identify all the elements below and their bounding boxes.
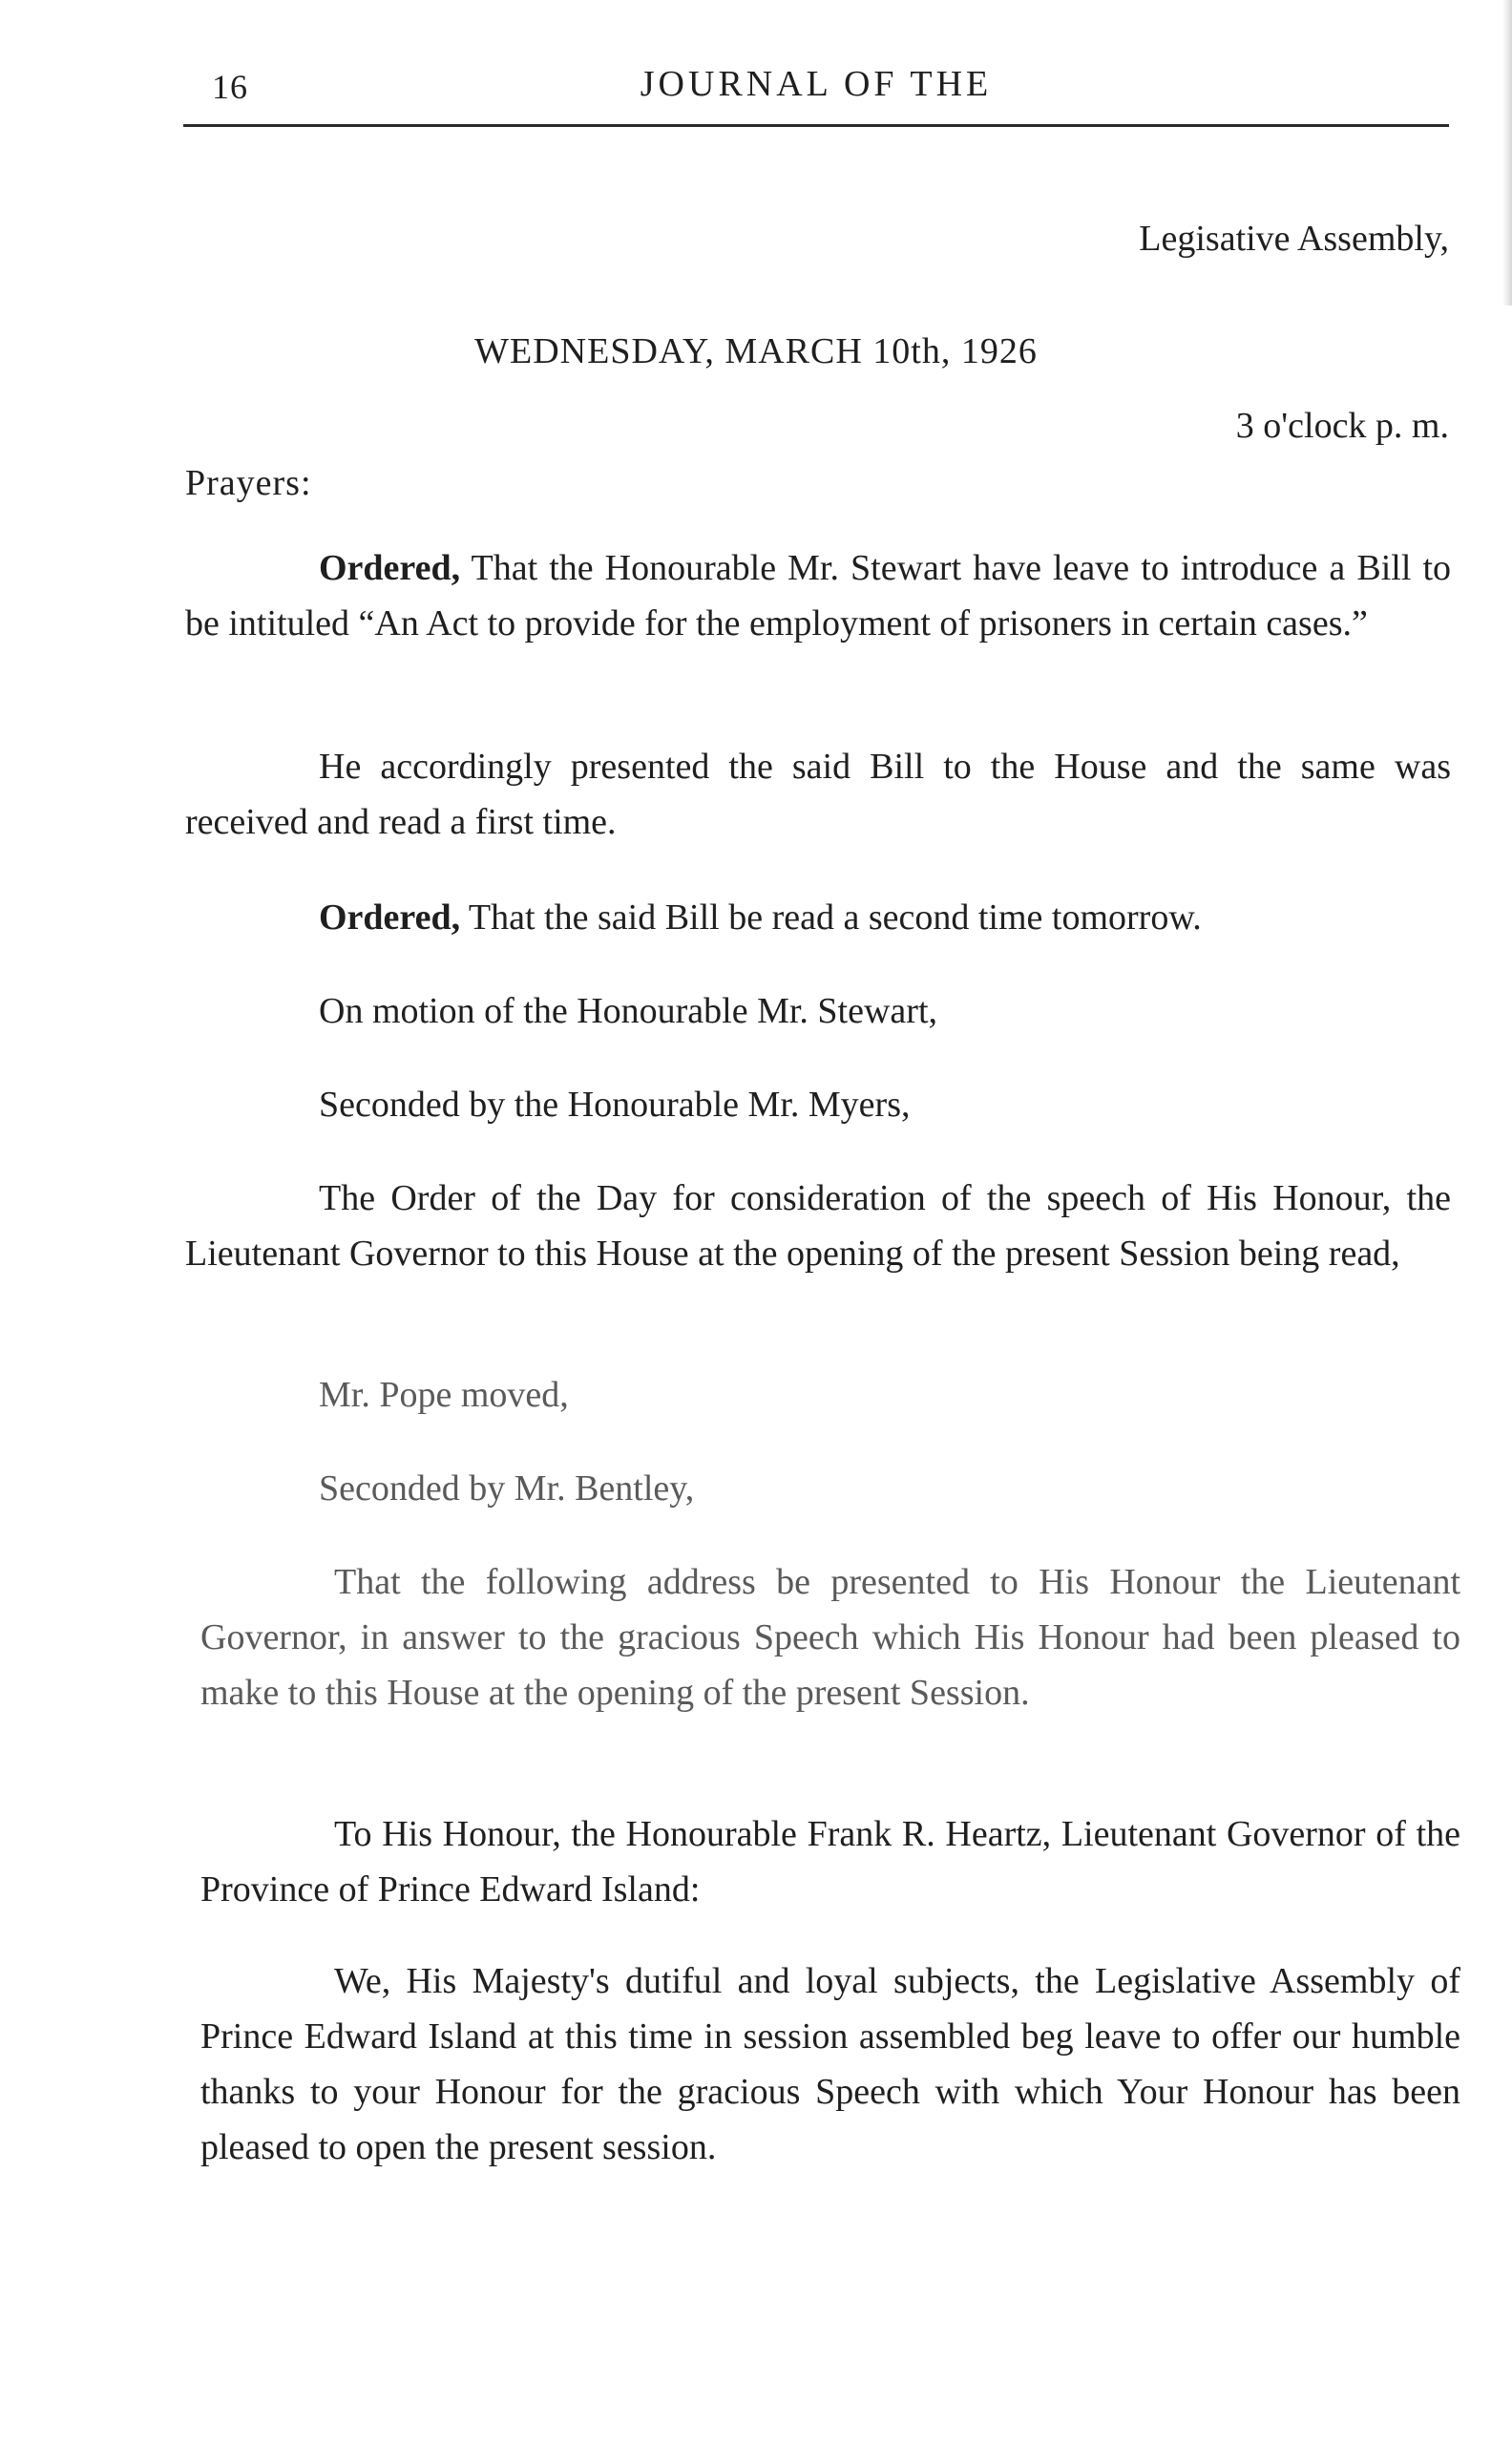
assembly-heading: Legisative Assembly, bbox=[1139, 219, 1449, 259]
paragraph-salutation: To His Honour, the Honourable Frank R. Heartz, Lieutenant Governor of the Province of Prince Edward Island: bbox=[200, 1814, 1460, 1910]
header-rule bbox=[183, 124, 1449, 127]
paragraph-motion: On motion of the Honourable Mr. Stewart, bbox=[319, 991, 938, 1031]
paragraph-second-reading: Ordered, That the said Bill be read a second time tomorrow. bbox=[319, 897, 1202, 938]
ordered-label: Ordered, bbox=[319, 897, 461, 938]
prayers-label: Prayers: bbox=[185, 463, 312, 503]
paragraph-seconded-myers: Seconded by the Honourable Mr. Myers, bbox=[319, 1085, 911, 1125]
ordered-label: Ordered, bbox=[319, 548, 461, 588]
paragraph-leave-to-introduce: Ordered, That the Honourable Mr. Stewart have leave to introduce a Bill to be intituled “An Act to provide for the employment of prisoners in certain cases.” bbox=[185, 548, 1451, 644]
page-number: 16 bbox=[212, 68, 248, 106]
page-header bbox=[183, 59, 1449, 126]
page-edge-shadow bbox=[1502, 0, 1512, 306]
paragraph-first-reading: He accordingly presented the said Bill to the House and the same was received and read a first time. bbox=[185, 747, 1451, 842]
date-heading: WEDNESDAY, MARCH 10th, 1926 bbox=[474, 331, 1038, 371]
paragraph-pope-moved: Mr. Pope moved, bbox=[319, 1375, 569, 1415]
time-heading: 3 o'clock p. m. bbox=[1235, 406, 1449, 446]
paragraph-address: That the following address be presented to His Honour the Lieutenant Governor, in answer to the gracious Speech which His Honour had been pleased to make to this House at the opening of the present Session. bbox=[200, 1562, 1460, 1713]
paragraph-order-of-day: The Order of the Day for consideration of the speech of His Honour, the Lieutenant Governor to this House at the opening of the present Session being read, bbox=[185, 1178, 1451, 1274]
running-title: JOURNAL OF THE bbox=[640, 64, 993, 104]
paragraph-seconded-bentley: Seconded by Mr. Bentley, bbox=[319, 1468, 695, 1509]
paragraph-humble-thanks: We, His Majesty's dutiful and loyal subjects, the Legislative Assembly of Prince Edward Island at this time in session assembled beg leave to offer our humble thanks to your Honour for the gracious Speech with which Your Honour has been pleased to open the present session. bbox=[200, 1961, 1460, 2167]
